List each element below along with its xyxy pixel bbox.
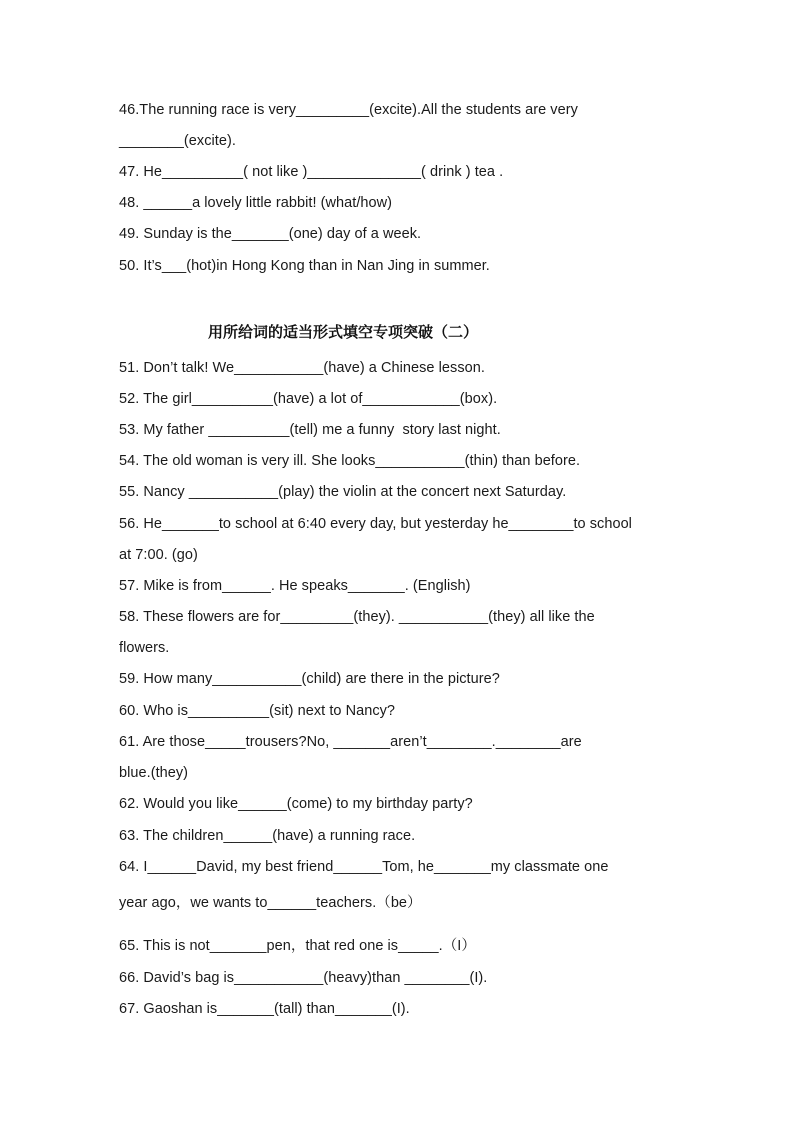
exercise-line-52: 52. The girl__________(have) a lot of____________(box). xyxy=(119,391,498,407)
exercise-line-59: 59. How many___________(child) are there in the picture? xyxy=(119,671,500,687)
exercise-line-64b: year ago，we wants to______teachers.（be） xyxy=(119,895,422,911)
exercise-line-47: 47. He__________( not like )______________( drink ) tea . xyxy=(119,164,504,180)
exercise-line-55: 55. Nancy ___________(play) the violin at the concert next Saturday. xyxy=(119,484,567,500)
exercise-line-50: 50. It’s___(hot)in Hong Kong than in Nan Jing in summer. xyxy=(119,258,490,274)
section-title: 用所给词的适当形式填空专项突破（二） xyxy=(208,323,479,341)
exercise-line-58a: 58. These flowers are for_________(they). ___________(they) all like the xyxy=(119,609,595,625)
exercise-line-67: 67. Gaoshan is_______(tall) than_______(I). xyxy=(119,1001,410,1017)
exercise-line-49: 49. Sunday is the_______(one) day of a week. xyxy=(119,226,422,242)
exercise-line-62: 62. Would you like______(come) to my birthday party? xyxy=(119,796,473,812)
exercise-line-54: 54. The old woman is very ill. She looks___________(thin) than before. xyxy=(119,453,581,469)
exercise-line-64a: 64. I______David, my best friend______Tom, he_______my classmate one xyxy=(119,859,609,875)
exercise-line-58b: flowers. xyxy=(119,640,170,656)
exercise-line-61b: blue.(they) xyxy=(119,765,189,781)
exercise-line-46a: 46.The running race is very_________(excite).All the students are very xyxy=(119,102,578,118)
exercise-line-48: 48. ______a lovely little rabbit! (what/how) xyxy=(119,195,393,211)
exercise-line-56a: 56. He_______to school at 6:40 every day, but yesterday he________to school xyxy=(119,516,632,532)
exercise-line-46b: ________(excite). xyxy=(119,133,236,149)
exercise-line-65: 65. This is not_______pen，that red one is_____.（I） xyxy=(119,938,476,954)
exercise-line-63: 63. The children______(have) a running race. xyxy=(119,828,416,844)
exercise-line-53: 53. My father __________(tell) me a funny story last night. xyxy=(119,422,501,438)
exercise-line-60: 60. Who is__________(sit) next to Nancy? xyxy=(119,703,396,719)
exercise-line-61a: 61. Are those_____trousers?No, _______aren’t________.________are xyxy=(119,734,582,750)
exercise-line-51: 51. Don’t talk! We___________(have) a Chinese lesson. xyxy=(119,360,485,376)
exercise-line-56b: at 7:00. (go) xyxy=(119,547,198,563)
exercise-line-57: 57. Mike is from______. He speaks_______. (English) xyxy=(119,578,471,594)
exercise-line-66: 66. David’s bag is___________(heavy)than ________(I). xyxy=(119,970,488,986)
